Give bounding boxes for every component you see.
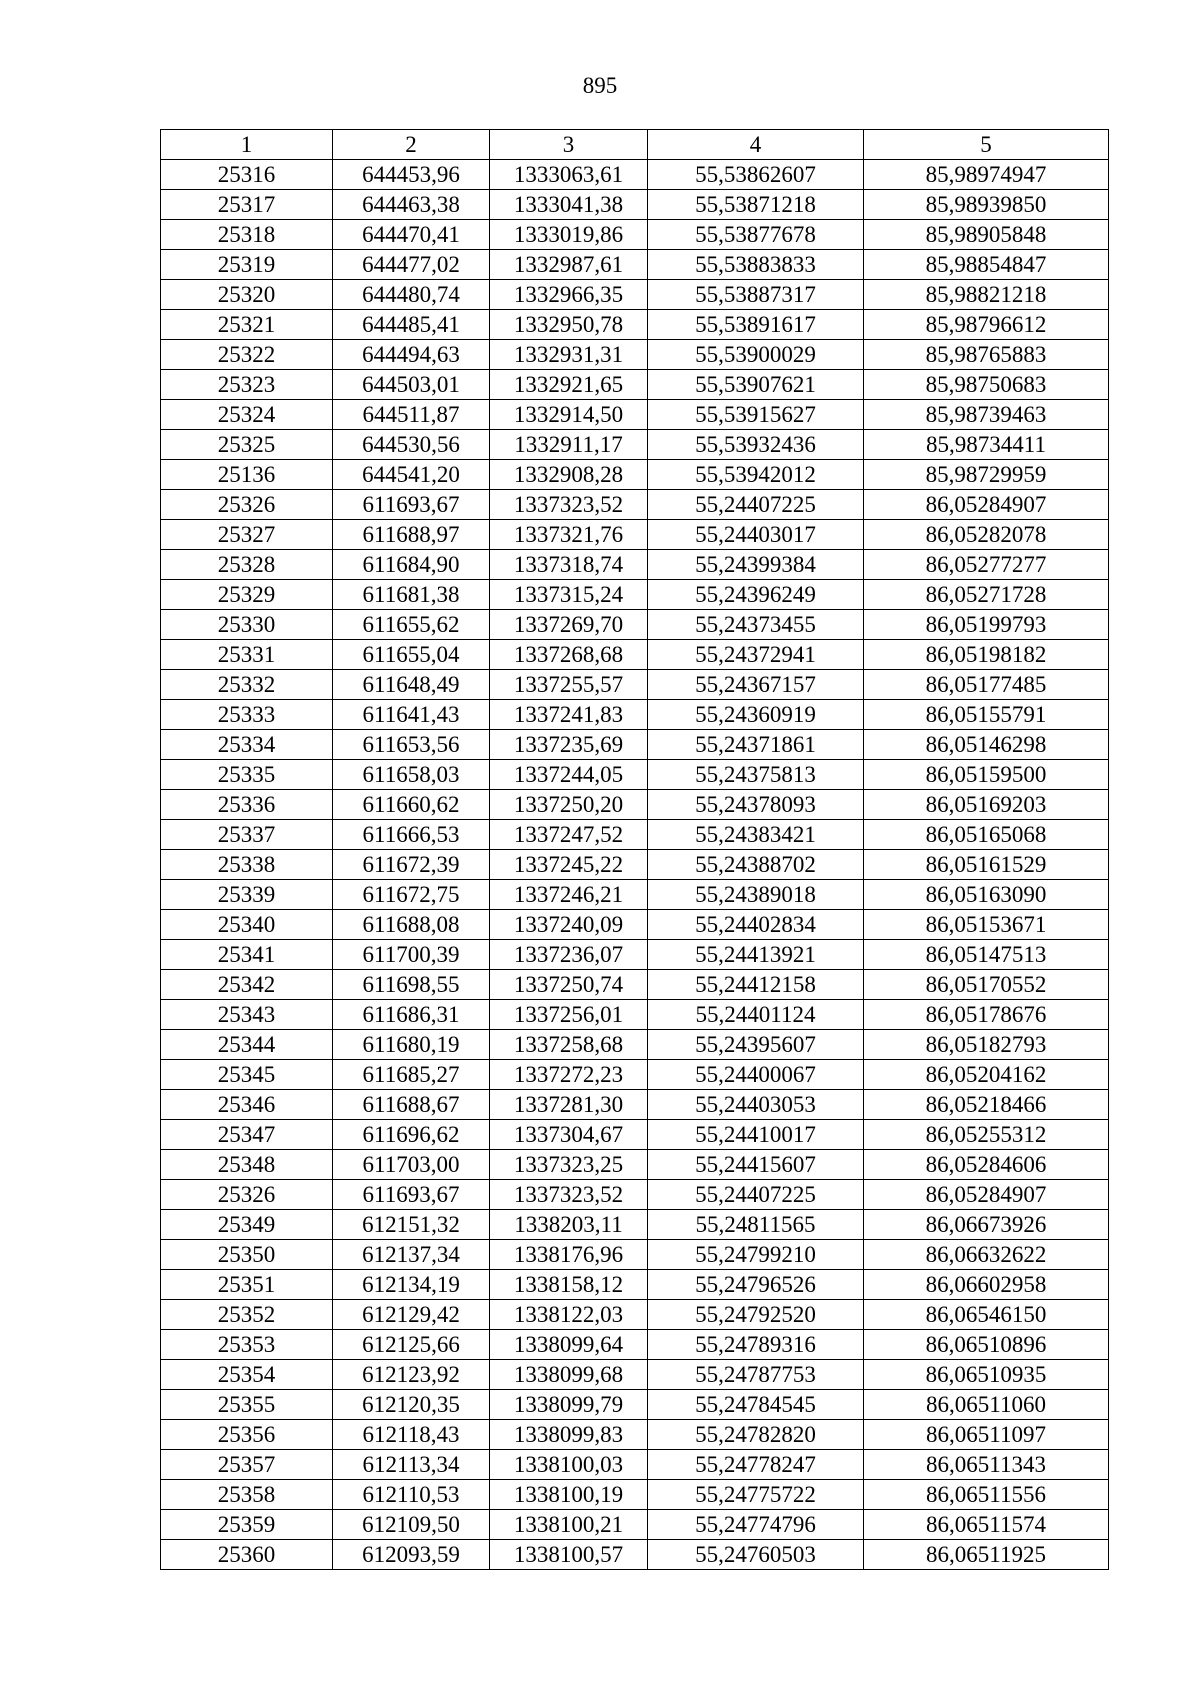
y-coordinate-cell: 1337244,05 <box>490 760 648 790</box>
y-coordinate-cell: 1338100,03 <box>490 1450 648 1480</box>
point-number-cell: 25326 <box>161 490 333 520</box>
latitude-cell: 55,24407225 <box>648 1180 864 1210</box>
latitude-cell: 55,24400067 <box>648 1060 864 1090</box>
point-number-cell: 25339 <box>161 880 333 910</box>
x-coordinate-cell: 611653,56 <box>333 730 490 760</box>
latitude-cell: 55,24403053 <box>648 1090 864 1120</box>
longitude-cell: 86,05282078 <box>864 520 1109 550</box>
point-number-cell: 25329 <box>161 580 333 610</box>
latitude-cell: 55,24372941 <box>648 640 864 670</box>
point-number-cell: 25136 <box>161 460 333 490</box>
point-number-cell: 25328 <box>161 550 333 580</box>
point-number-cell: 25359 <box>161 1510 333 1540</box>
point-number-cell: 25352 <box>161 1300 333 1330</box>
longitude-cell: 86,05170552 <box>864 970 1109 1000</box>
point-number-cell: 25347 <box>161 1120 333 1150</box>
table-row <box>161 280 1109 310</box>
column-header: 1 <box>161 130 333 160</box>
table-header-row <box>161 130 1109 160</box>
latitude-cell: 55,24371861 <box>648 730 864 760</box>
longitude-cell: 86,06511343 <box>864 1450 1109 1480</box>
latitude-cell: 55,24399384 <box>648 550 864 580</box>
longitude-cell: 86,05284907 <box>864 490 1109 520</box>
table-row <box>161 1540 1109 1570</box>
longitude-cell: 86,06632622 <box>864 1240 1109 1270</box>
latitude-cell: 55,24375813 <box>648 760 864 790</box>
y-coordinate-cell: 1338158,12 <box>490 1270 648 1300</box>
x-coordinate-cell: 611703,00 <box>333 1150 490 1180</box>
longitude-cell: 85,98974947 <box>864 160 1109 190</box>
longitude-cell: 86,05271728 <box>864 580 1109 610</box>
longitude-cell: 86,05198182 <box>864 640 1109 670</box>
x-coordinate-cell: 612125,66 <box>333 1330 490 1360</box>
longitude-cell: 85,98939850 <box>864 190 1109 220</box>
y-coordinate-cell: 1332966,35 <box>490 280 648 310</box>
latitude-cell: 55,53877678 <box>648 220 864 250</box>
point-number-cell: 25346 <box>161 1090 333 1120</box>
x-coordinate-cell: 611666,53 <box>333 820 490 850</box>
point-number-cell: 25330 <box>161 610 333 640</box>
table-row <box>161 670 1109 700</box>
y-coordinate-cell: 1337256,01 <box>490 1000 648 1030</box>
column-header: 5 <box>864 130 1109 160</box>
y-coordinate-cell: 1337315,24 <box>490 580 648 610</box>
y-coordinate-cell: 1332911,17 <box>490 430 648 460</box>
x-coordinate-cell: 611672,75 <box>333 880 490 910</box>
x-coordinate-cell: 644511,87 <box>333 400 490 430</box>
longitude-cell: 86,05178676 <box>864 1000 1109 1030</box>
latitude-cell: 55,53900029 <box>648 340 864 370</box>
y-coordinate-cell: 1332914,50 <box>490 400 648 430</box>
latitude-cell: 55,24388702 <box>648 850 864 880</box>
point-number-cell: 25354 <box>161 1360 333 1390</box>
x-coordinate-cell: 611680,19 <box>333 1030 490 1060</box>
longitude-cell: 85,98821218 <box>864 280 1109 310</box>
x-coordinate-cell: 644453,96 <box>333 160 490 190</box>
latitude-cell: 55,24782820 <box>648 1420 864 1450</box>
longitude-cell: 86,05163090 <box>864 880 1109 910</box>
y-coordinate-cell: 1337240,09 <box>490 910 648 940</box>
latitude-cell: 55,24796526 <box>648 1270 864 1300</box>
y-coordinate-cell: 1337323,52 <box>490 1180 648 1210</box>
latitude-cell: 55,53871218 <box>648 190 864 220</box>
latitude-cell: 55,24799210 <box>648 1240 864 1270</box>
longitude-cell: 86,06510935 <box>864 1360 1109 1390</box>
table-row <box>161 640 1109 670</box>
x-coordinate-cell: 644503,01 <box>333 370 490 400</box>
y-coordinate-cell: 1338100,57 <box>490 1540 648 1570</box>
latitude-cell: 55,53887317 <box>648 280 864 310</box>
latitude-cell: 55,53907621 <box>648 370 864 400</box>
latitude-cell: 55,24778247 <box>648 1450 864 1480</box>
y-coordinate-cell: 1337268,68 <box>490 640 648 670</box>
point-number-cell: 25317 <box>161 190 333 220</box>
x-coordinate-cell: 612110,53 <box>333 1480 490 1510</box>
table-row <box>161 910 1109 940</box>
x-coordinate-cell: 612123,92 <box>333 1360 490 1390</box>
table-row <box>161 580 1109 610</box>
table-row <box>161 880 1109 910</box>
table-row <box>161 430 1109 460</box>
table-row <box>161 700 1109 730</box>
latitude-cell: 55,24378093 <box>648 790 864 820</box>
latitude-cell: 55,24396249 <box>648 580 864 610</box>
longitude-cell: 86,05169203 <box>864 790 1109 820</box>
y-coordinate-cell: 1338176,96 <box>490 1240 648 1270</box>
table-row <box>161 1330 1109 1360</box>
table-row <box>161 1420 1109 1450</box>
y-coordinate-cell: 1338100,19 <box>490 1480 648 1510</box>
longitude-cell: 85,98750683 <box>864 370 1109 400</box>
latitude-cell: 55,24784545 <box>648 1390 864 1420</box>
point-number-cell: 25360 <box>161 1540 333 1570</box>
y-coordinate-cell: 1337245,22 <box>490 850 648 880</box>
latitude-cell: 55,24367157 <box>648 670 864 700</box>
y-coordinate-cell: 1338099,79 <box>490 1390 648 1420</box>
table-row <box>161 160 1109 190</box>
longitude-cell: 86,06511556 <box>864 1480 1109 1510</box>
latitude-cell: 55,24402834 <box>648 910 864 940</box>
y-coordinate-cell: 1332921,65 <box>490 370 648 400</box>
longitude-cell: 86,05218466 <box>864 1090 1109 1120</box>
point-number-cell: 25343 <box>161 1000 333 1030</box>
longitude-cell: 86,05159500 <box>864 760 1109 790</box>
longitude-cell: 86,05155791 <box>864 700 1109 730</box>
table-row <box>161 760 1109 790</box>
y-coordinate-cell: 1337272,23 <box>490 1060 648 1090</box>
longitude-cell: 86,05284606 <box>864 1150 1109 1180</box>
longitude-cell: 85,98854847 <box>864 250 1109 280</box>
latitude-cell: 55,24792520 <box>648 1300 864 1330</box>
y-coordinate-cell: 1338122,03 <box>490 1300 648 1330</box>
table-row <box>161 1060 1109 1090</box>
x-coordinate-cell: 644541,20 <box>333 460 490 490</box>
y-coordinate-cell: 1337323,52 <box>490 490 648 520</box>
point-number-cell: 25356 <box>161 1420 333 1450</box>
x-coordinate-cell: 611660,62 <box>333 790 490 820</box>
x-coordinate-cell: 611684,90 <box>333 550 490 580</box>
point-number-cell: 25355 <box>161 1390 333 1420</box>
point-number-cell: 25341 <box>161 940 333 970</box>
latitude-cell: 55,24407225 <box>648 490 864 520</box>
longitude-cell: 86,05177485 <box>864 670 1109 700</box>
latitude-cell: 55,24401124 <box>648 1000 864 1030</box>
page-number: 895 <box>582 73 618 98</box>
column-header: 2 <box>333 130 490 160</box>
longitude-cell: 86,05255312 <box>864 1120 1109 1150</box>
y-coordinate-cell: 1332931,31 <box>490 340 648 370</box>
table-row <box>161 1090 1109 1120</box>
latitude-cell: 55,53883833 <box>648 250 864 280</box>
point-number-cell: 25323 <box>161 370 333 400</box>
x-coordinate-cell: 611672,39 <box>333 850 490 880</box>
x-coordinate-cell: 611681,38 <box>333 580 490 610</box>
longitude-cell: 86,05165068 <box>864 820 1109 850</box>
table-row <box>161 1480 1109 1510</box>
point-number-cell: 25325 <box>161 430 333 460</box>
x-coordinate-cell: 644485,41 <box>333 310 490 340</box>
y-coordinate-cell: 1337321,76 <box>490 520 648 550</box>
x-coordinate-cell: 644470,41 <box>333 220 490 250</box>
longitude-cell: 85,98729959 <box>864 460 1109 490</box>
x-coordinate-cell: 644463,38 <box>333 190 490 220</box>
latitude-cell: 55,53891617 <box>648 310 864 340</box>
point-number-cell: 25321 <box>161 310 333 340</box>
point-number-cell: 25324 <box>161 400 333 430</box>
y-coordinate-cell: 1337323,25 <box>490 1150 648 1180</box>
point-number-cell: 25350 <box>161 1240 333 1270</box>
latitude-cell: 55,24403017 <box>648 520 864 550</box>
x-coordinate-cell: 644477,02 <box>333 250 490 280</box>
y-coordinate-cell: 1338099,64 <box>490 1330 648 1360</box>
table-row <box>161 1150 1109 1180</box>
latitude-cell: 55,24774796 <box>648 1510 864 1540</box>
table-body <box>161 160 1109 1570</box>
table-row <box>161 400 1109 430</box>
x-coordinate-cell: 611686,31 <box>333 1000 490 1030</box>
y-coordinate-cell: 1337236,07 <box>490 940 648 970</box>
x-coordinate-cell: 612151,32 <box>333 1210 490 1240</box>
table-row <box>161 970 1109 1000</box>
latitude-cell: 55,24811565 <box>648 1210 864 1240</box>
latitude-cell: 55,24415607 <box>648 1150 864 1180</box>
table-row <box>161 820 1109 850</box>
x-coordinate-cell: 644494,63 <box>333 340 490 370</box>
table-row <box>161 550 1109 580</box>
longitude-cell: 85,98765883 <box>864 340 1109 370</box>
table-row <box>161 520 1109 550</box>
y-coordinate-cell: 1332908,28 <box>490 460 648 490</box>
x-coordinate-cell: 644480,74 <box>333 280 490 310</box>
y-coordinate-cell: 1333041,38 <box>490 190 648 220</box>
table-row <box>161 940 1109 970</box>
point-number-cell: 25326 <box>161 1180 333 1210</box>
y-coordinate-cell: 1333019,86 <box>490 220 648 250</box>
longitude-cell: 86,05153671 <box>864 910 1109 940</box>
x-coordinate-cell: 611693,67 <box>333 490 490 520</box>
longitude-cell: 85,98905848 <box>864 220 1109 250</box>
table-row <box>161 790 1109 820</box>
x-coordinate-cell: 611688,67 <box>333 1090 490 1120</box>
latitude-cell: 55,53915627 <box>648 400 864 430</box>
x-coordinate-cell: 611658,03 <box>333 760 490 790</box>
table-row <box>161 1120 1109 1150</box>
table-row <box>161 190 1109 220</box>
table-row <box>161 490 1109 520</box>
point-number-cell: 25345 <box>161 1060 333 1090</box>
y-coordinate-cell: 1337241,83 <box>490 700 648 730</box>
x-coordinate-cell: 612134,19 <box>333 1270 490 1300</box>
y-coordinate-cell: 1337281,30 <box>490 1090 648 1120</box>
table-row <box>161 850 1109 880</box>
latitude-cell: 55,24760503 <box>648 1540 864 1570</box>
latitude-cell: 55,24789316 <box>648 1330 864 1360</box>
table-row <box>161 250 1109 280</box>
latitude-cell: 55,24373455 <box>648 610 864 640</box>
table-row <box>161 1240 1109 1270</box>
latitude-cell: 55,53942012 <box>648 460 864 490</box>
point-number-cell: 25349 <box>161 1210 333 1240</box>
point-number-cell: 25322 <box>161 340 333 370</box>
table-row <box>161 1300 1109 1330</box>
x-coordinate-cell: 644530,56 <box>333 430 490 460</box>
point-number-cell: 25336 <box>161 790 333 820</box>
table-row <box>161 1030 1109 1060</box>
point-number-cell: 25353 <box>161 1330 333 1360</box>
point-number-cell: 25318 <box>161 220 333 250</box>
latitude-cell: 55,53862607 <box>648 160 864 190</box>
latitude-cell: 55,24410017 <box>648 1120 864 1150</box>
point-number-cell: 25335 <box>161 760 333 790</box>
x-coordinate-cell: 612129,42 <box>333 1300 490 1330</box>
table-row <box>161 1450 1109 1480</box>
latitude-cell: 55,24360919 <box>648 700 864 730</box>
y-coordinate-cell: 1337250,20 <box>490 790 648 820</box>
x-coordinate-cell: 611648,49 <box>333 670 490 700</box>
y-coordinate-cell: 1337269,70 <box>490 610 648 640</box>
point-number-cell: 25332 <box>161 670 333 700</box>
point-number-cell: 25338 <box>161 850 333 880</box>
longitude-cell: 86,06511574 <box>864 1510 1109 1540</box>
table-row <box>161 1390 1109 1420</box>
longitude-cell: 86,05146298 <box>864 730 1109 760</box>
x-coordinate-cell: 612109,50 <box>333 1510 490 1540</box>
longitude-cell: 86,06673926 <box>864 1210 1109 1240</box>
y-coordinate-cell: 1338099,68 <box>490 1360 648 1390</box>
longitude-cell: 85,98734411 <box>864 430 1109 460</box>
x-coordinate-cell: 611655,62 <box>333 610 490 640</box>
x-coordinate-cell: 611641,43 <box>333 700 490 730</box>
column-header: 3 <box>490 130 648 160</box>
latitude-cell: 55,24395607 <box>648 1030 864 1060</box>
longitude-cell: 86,05182793 <box>864 1030 1109 1060</box>
longitude-cell: 86,06602958 <box>864 1270 1109 1300</box>
y-coordinate-cell: 1337255,57 <box>490 670 648 700</box>
point-number-cell: 25316 <box>161 160 333 190</box>
x-coordinate-cell: 612093,59 <box>333 1540 490 1570</box>
point-number-cell: 25334 <box>161 730 333 760</box>
x-coordinate-cell: 612137,34 <box>333 1240 490 1270</box>
longitude-cell: 86,06511060 <box>864 1390 1109 1420</box>
y-coordinate-cell: 1337258,68 <box>490 1030 648 1060</box>
latitude-cell: 55,24775722 <box>648 1480 864 1510</box>
table-row <box>161 340 1109 370</box>
longitude-cell: 86,06511097 <box>864 1420 1109 1450</box>
table-row <box>161 1270 1109 1300</box>
y-coordinate-cell: 1338100,21 <box>490 1510 648 1540</box>
longitude-cell: 86,05147513 <box>864 940 1109 970</box>
x-coordinate-cell: 612120,35 <box>333 1390 490 1420</box>
table-row <box>161 1360 1109 1390</box>
point-number-cell: 25320 <box>161 280 333 310</box>
point-number-cell: 25331 <box>161 640 333 670</box>
longitude-cell: 86,06510896 <box>864 1330 1109 1360</box>
y-coordinate-cell: 1337250,74 <box>490 970 648 1000</box>
x-coordinate-cell: 611693,67 <box>333 1180 490 1210</box>
table-row <box>161 610 1109 640</box>
x-coordinate-cell: 612113,34 <box>333 1450 490 1480</box>
latitude-cell: 55,24383421 <box>648 820 864 850</box>
longitude-cell: 86,05277277 <box>864 550 1109 580</box>
point-number-cell: 25351 <box>161 1270 333 1300</box>
point-number-cell: 25319 <box>161 250 333 280</box>
table-row <box>161 370 1109 400</box>
y-coordinate-cell: 1337318,74 <box>490 550 648 580</box>
x-coordinate-cell: 611685,27 <box>333 1060 490 1090</box>
x-coordinate-cell: 611700,39 <box>333 940 490 970</box>
table-row <box>161 730 1109 760</box>
table-row <box>161 1210 1109 1240</box>
latitude-cell: 55,24412158 <box>648 970 864 1000</box>
latitude-cell: 55,24389018 <box>648 880 864 910</box>
longitude-cell: 86,05204162 <box>864 1060 1109 1090</box>
table-row <box>161 1510 1109 1540</box>
coordinates-table <box>160 129 1109 1570</box>
point-number-cell: 25358 <box>161 1480 333 1510</box>
point-number-cell: 25344 <box>161 1030 333 1060</box>
longitude-cell: 86,06511925 <box>864 1540 1109 1570</box>
y-coordinate-cell: 1333063,61 <box>490 160 648 190</box>
y-coordinate-cell: 1337247,52 <box>490 820 648 850</box>
y-coordinate-cell: 1338099,83 <box>490 1420 648 1450</box>
x-coordinate-cell: 611696,62 <box>333 1120 490 1150</box>
point-number-cell: 25337 <box>161 820 333 850</box>
point-number-cell: 25357 <box>161 1450 333 1480</box>
table-row <box>161 1180 1109 1210</box>
y-coordinate-cell: 1337304,67 <box>490 1120 648 1150</box>
y-coordinate-cell: 1332987,61 <box>490 250 648 280</box>
y-coordinate-cell: 1337246,21 <box>490 880 648 910</box>
latitude-cell: 55,24787753 <box>648 1360 864 1390</box>
longitude-cell: 86,06546150 <box>864 1300 1109 1330</box>
table-row <box>161 220 1109 250</box>
longitude-cell: 85,98796612 <box>864 310 1109 340</box>
table-row <box>161 310 1109 340</box>
x-coordinate-cell: 611688,97 <box>333 520 490 550</box>
point-number-cell: 25340 <box>161 910 333 940</box>
point-number-cell: 25342 <box>161 970 333 1000</box>
longitude-cell: 86,05161529 <box>864 850 1109 880</box>
table-row <box>161 460 1109 490</box>
x-coordinate-cell: 611655,04 <box>333 640 490 670</box>
x-coordinate-cell: 611698,55 <box>333 970 490 1000</box>
latitude-cell: 55,24413921 <box>648 940 864 970</box>
x-coordinate-cell: 611688,08 <box>333 910 490 940</box>
point-number-cell: 25327 <box>161 520 333 550</box>
y-coordinate-cell: 1337235,69 <box>490 730 648 760</box>
y-coordinate-cell: 1338203,11 <box>490 1210 648 1240</box>
latitude-cell: 55,53932436 <box>648 430 864 460</box>
y-coordinate-cell: 1332950,78 <box>490 310 648 340</box>
table-row <box>161 1000 1109 1030</box>
point-number-cell: 25333 <box>161 700 333 730</box>
longitude-cell: 86,05199793 <box>864 610 1109 640</box>
x-coordinate-cell: 612118,43 <box>333 1420 490 1450</box>
longitude-cell: 86,05284907 <box>864 1180 1109 1210</box>
point-number-cell: 25348 <box>161 1150 333 1180</box>
column-header: 4 <box>648 130 864 160</box>
longitude-cell: 85,98739463 <box>864 400 1109 430</box>
